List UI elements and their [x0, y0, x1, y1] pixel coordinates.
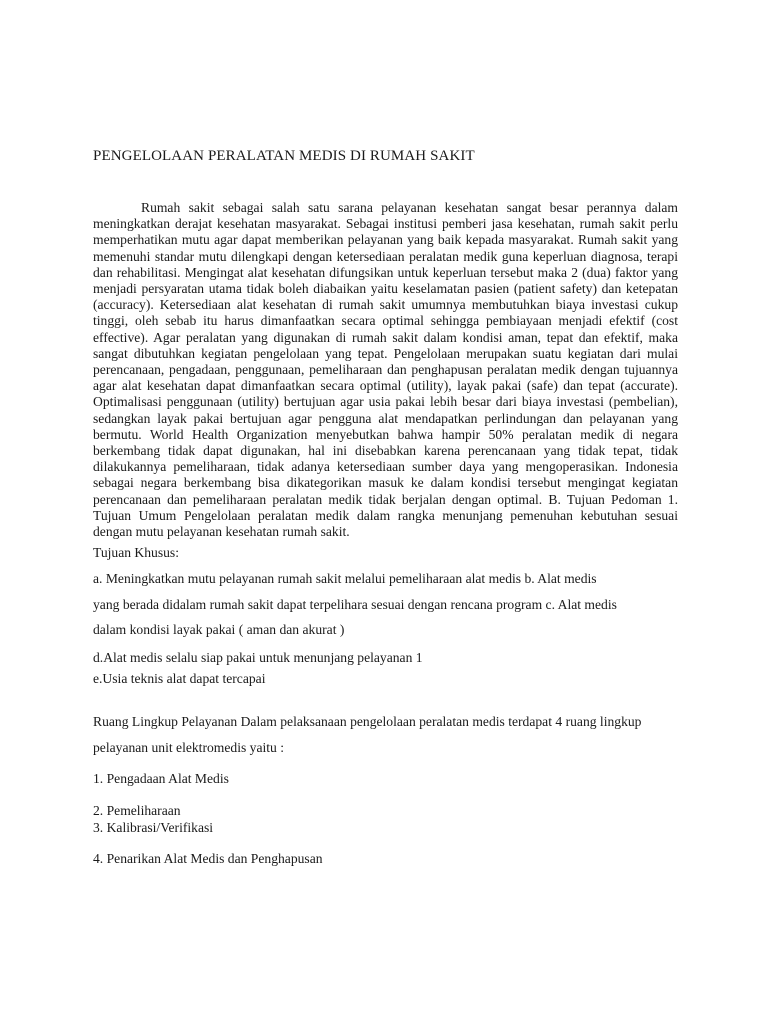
tujuan-line: d.Alat medis selalu siap pakai untuk menunjang pelayanan 1 — [93, 650, 423, 665]
list-item: 3. Kalibrasi/Verifikasi — [93, 820, 214, 835]
list-item: 1. Pengadaan Alat Medis — [93, 771, 229, 786]
list-item: 4. Penarikan Alat Medis dan Penghapusan — [93, 851, 323, 866]
list-item: 2. Pemeliharaan — [93, 803, 181, 818]
ruang-lingkup-line: Ruang Lingkup Pelayanan Dalam pelaksanaan pengelolaan peralatan medis terdapat 4 ruang lingkup — [93, 714, 642, 729]
tujuan-line: yang berada didalam rumah sakit dapat terpelihara sesuai dengan rencana program c. Alat medis — [93, 597, 617, 612]
intro-paragraph: Rumah sakit sebagai salah satu sarana pelayanan kesehatan sangat besar perannya dalam meningkatkan derajat kesehatan masyarakat. Sebagai institusi pemberi jasa kesehatan, rumah sakit perlu memperhatikan mutu agar dapat memberikan pelayanan yang baik kepada masyarakat. Rumah sakit yang memenuhi standar mutu dilengkapi dengan ketersediaan peralatan medik guna keperluan diagnosa, terapi dan rehabilitasi. Mengingat alat kesehatan difungsikan untuk keperluan tersebut maka 2 (dua) faktor yang menjadi persyaratan utama tidak boleh diabaikan yaitu keselamatan pasien (patient safety) dan ketepatan (accuracy). Ketersediaan alat kesehatan di rumah sakit umumnya membutuhkan biaya investasi cukup tinggi, oleh sebab itu harus dimanfaatkan secara optimal sehingga pembiayaan menjadi efektif (cost effective). Agar peralatan yang digunakan di rumah sakit dalam kondisi aman, tepat dan efektif, maka sangat dibutuhkan kegiatan pengelolaan yang tepat. Pengelolaan merupakan suatu kegiatan dari mulai perencanaan, pengadaan, penggunaan, pemeliharaan dan penghapusan peralatan medik dengan tujuannya agar alat kesehatan dapat dimanfaatkan secara optimal (utility), layak pakai (safe) dan tepat (accurate). Optimalisasi penggunaan (utility) bertujuan agar usia pakai lebih besar dari biaya investasi (pembelian), sedangkan layak pakai bertujuan agar pengguna alat mendapatkan perlindungan dan pelayanan yang bermutu. World Health Organization menyebutkan bahwa hampir 50% peralatan medik di negara berkembang tidak dapat digunakan, hal ini disebabkan karena perencanaan yang tidak tepat, tidak dilakukannya pemeliharaan, tidak adanya ketersediaan sumber daya yang mengoperasikan. Indonesia sebagai negara berkembang bisa dikategorikan masuk ke dalam kondisi tersebut mengingat kegiatan perencanaan dan pemeliharaan peralatan medik tidak berjalan dengan optimal. B. Tujuan Pedoman 1. Tujuan Umum Pengelolaan peralatan medik dalam rangka menunjang pemenuhan kebutuhan sesuai dengan mutu pelayanan kesehatan rumah sakit. — [93, 200, 678, 540]
tujuan-line: dalam kondisi layak pakai ( aman dan akurat ) — [93, 622, 345, 637]
document-title: PENGELOLAAN PERALATAN MEDIS DI RUMAH SAKIT — [93, 148, 475, 164]
tujuan-line: a. Meningkatkan mutu pelayanan rumah sakit melalui pemeliharaan alat medis b. Alat medis — [93, 571, 597, 586]
tujuan-line: e.Usia teknis alat dapat tercapai — [93, 671, 266, 686]
ruang-lingkup-line: pelayanan unit elektromedis yaitu : — [93, 740, 285, 755]
tujuan-khusus-heading: Tujuan Khusus: — [93, 545, 179, 560]
